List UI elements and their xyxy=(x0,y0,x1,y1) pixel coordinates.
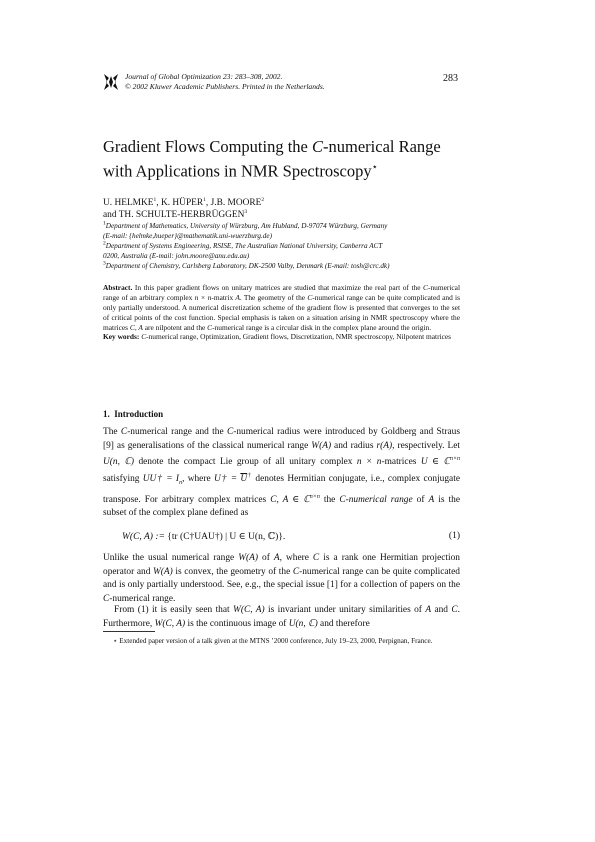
math-var: U(n, ℂ) xyxy=(103,457,135,468)
abstract-text: In this paper gradient flows on unitary matrices are studied that maximize the real part of the xyxy=(132,283,424,292)
math-var: W(A) xyxy=(238,553,258,563)
section-heading xyxy=(103,409,163,419)
affiliation-1-email xyxy=(103,231,463,241)
math-var: C xyxy=(312,553,320,563)
math-var: A xyxy=(428,494,435,505)
math-var: C xyxy=(207,323,213,333)
footnote-mark: ⋆ xyxy=(113,637,118,645)
math-var: W(A) xyxy=(153,566,173,577)
abstract-text: . The geometry of the xyxy=(239,293,308,303)
abstract-text: -numerical range of an arbitrary complex xyxy=(103,283,460,303)
math-var: U† = xyxy=(213,474,241,485)
affiliation-mark: 3 xyxy=(103,260,106,267)
affiliation-text: 0200, Australia (E-mail: john.moore@anu.edu.au) xyxy=(103,252,250,260)
author-name: , J.B. MOORE xyxy=(205,198,262,208)
math-var: $\overline{U}$ xyxy=(240,474,248,485)
body-text: satisfying xyxy=(103,474,143,485)
math-var: A xyxy=(425,605,432,615)
math-var: UU† = I xyxy=(142,474,180,485)
math-var: C, A ∈ ℂ xyxy=(270,494,310,505)
body-paragraph-3 xyxy=(103,604,460,631)
body-text: and radius xyxy=(331,440,377,451)
equation-rhs: {tr (C†UAU†) | U ∈ U(n, ℂ)}. xyxy=(167,532,286,542)
body-text: , respectively. Let xyxy=(392,440,460,451)
math-var: C xyxy=(103,593,110,604)
math-var: A xyxy=(273,553,280,563)
author-name: and TH. SCHULTE-HERBRÜGGEN xyxy=(103,210,245,220)
affiliation-text: Department of Systems Engineering, RSISE, The Australian National University, Canberra ACT xyxy=(105,242,383,250)
math-superscript: † xyxy=(247,472,253,479)
affiliation-1 xyxy=(103,221,463,231)
body-text: is a rank one Hermitian projection operator and xyxy=(103,553,460,577)
section-title: Introduction xyxy=(114,409,164,419)
math-var: n × n xyxy=(356,457,382,468)
body-text: denotes Hermitian conjugate, i.e., complex conjugate transpose. For arbitrary complex matrices xyxy=(103,474,460,505)
body-text: is the subset of the complex plane defined as xyxy=(103,494,460,519)
equation-lhs: W(C, A) := xyxy=(122,532,168,542)
body-text: -numerical range. xyxy=(109,593,176,604)
keywords xyxy=(103,332,460,342)
abstract-label: Abstract. xyxy=(103,283,133,292)
title-text: -numerical Range xyxy=(323,137,441,156)
affiliation-mark: 2 xyxy=(103,240,106,247)
abstract xyxy=(103,283,460,333)
math-var: W(C, A) xyxy=(154,618,186,629)
author-affiliation-mark: 2 xyxy=(261,196,265,203)
affiliation-text: Department of Mathematics, University of Würzburg, Am Hubland, D-97074 Würzburg, Germany xyxy=(105,222,388,230)
body-text: Unlike the usual numerical range xyxy=(103,553,239,563)
body-text: -matrices xyxy=(381,457,421,468)
title-text: Gradient Flows Computing the xyxy=(103,137,312,156)
journal-info xyxy=(125,72,325,92)
author-name: , K. HÜPER xyxy=(156,198,204,208)
math-subscript: n xyxy=(179,479,183,486)
author-affiliation-mark: 1 xyxy=(203,196,206,203)
math-var: C xyxy=(292,566,300,577)
math-var: U ∈ ℂ xyxy=(420,457,450,468)
publisher-logo-icon xyxy=(103,73,119,91)
abstract-text: -matrix xyxy=(211,293,236,303)
abstract-text: -numerical range is a circular disk in the complex plane around the origin. xyxy=(212,323,432,333)
math-var: C xyxy=(423,283,428,292)
math-var: W(A) xyxy=(311,440,332,451)
paper-title xyxy=(103,136,503,182)
body-text: . Furthermore, xyxy=(103,605,460,629)
author-name: U. HELMKE xyxy=(103,198,154,208)
abstract-text: -numerical range can be quite complicated and is only partially understood. A numerical discretization scheme of the gradient flow is presented that converges to the set of critical points of the cost function. Special emphasis is taken on a situation arising in NMR spectroscopy where the matrices xyxy=(103,293,460,333)
math-var: C xyxy=(141,332,147,341)
math-var: W(C, A) xyxy=(233,605,265,615)
body-text: is convex, the geometry of the xyxy=(172,566,293,577)
section-number: 1. xyxy=(103,409,110,419)
body-text: is invariant under unitary similarities of xyxy=(264,605,426,615)
body-paragraph-1 xyxy=(103,426,460,521)
math-var: C xyxy=(226,427,234,437)
abstract-text: are nilpotent and the xyxy=(142,323,208,333)
keywords-text: -numerical range, Optimization, Gradient flows, Discretization, NMR spectroscopy, Nilpotent matrices xyxy=(146,332,452,341)
affiliation-2-email xyxy=(103,251,463,261)
defined-term: C-numerical range xyxy=(339,494,413,505)
body-text: and therefore xyxy=(317,618,370,629)
math-var: A xyxy=(235,293,240,303)
body-text: of xyxy=(258,553,274,563)
journal-line: Journal of Global Optimization 23: 283–308, 2002. xyxy=(125,72,283,81)
equation-1 xyxy=(122,531,460,542)
math-var: C xyxy=(307,293,313,303)
math-var: U(n, ℂ) xyxy=(288,618,318,629)
body-text: , where xyxy=(279,553,313,563)
publisher-line: © 2002 Kluwer Academic Publishers. Printed in the Netherlands. xyxy=(125,82,325,91)
affiliation-mark: 1 xyxy=(103,220,106,227)
body-text: denote the compact Lie group of all unitary complex xyxy=(134,457,357,468)
math-superscript: n×n xyxy=(309,493,320,500)
author-affiliation-mark: 3 xyxy=(244,208,248,215)
body-text: of xyxy=(412,494,429,505)
affiliation-3 xyxy=(103,261,463,271)
body-text: and xyxy=(431,605,452,615)
affiliation-text: (E-mail: {helmke,hueper}@mathematik.uni-wuerzburg.de) xyxy=(103,232,272,240)
title-text: with Applications in NMR Spectroscopy xyxy=(103,161,372,181)
author-affiliation-mark: 1 xyxy=(153,196,157,203)
body-text: is the continuous image of xyxy=(185,618,289,629)
author-list xyxy=(103,197,264,221)
body-text: , where xyxy=(182,474,214,485)
title-footnote-mark: ⋆ xyxy=(371,162,378,173)
page-number: 283 xyxy=(443,73,458,84)
body-paragraph-2 xyxy=(103,552,460,606)
body-text: the xyxy=(319,494,340,505)
affiliation-2 xyxy=(103,241,463,251)
keywords-label: Key words: xyxy=(103,332,140,341)
math-var: r(A) xyxy=(376,440,393,451)
body-text: -numerical range and the xyxy=(127,427,227,437)
equation-number: (1) xyxy=(448,531,460,541)
footnote-divider xyxy=(103,631,155,632)
body-text: The xyxy=(103,427,121,437)
math-var: C xyxy=(120,427,128,437)
math-var: n × n xyxy=(194,293,212,303)
math-var: C, A xyxy=(129,323,143,333)
title-variable: C xyxy=(312,137,324,156)
footnote-text: Extended paper version of a talk given at the MTNS ’2000 conference, July 19–23, 2000, Perpignan, France. xyxy=(117,637,433,645)
affiliations xyxy=(103,221,463,271)
body-text: -numerical range can be quite complicated and is only partially understood. See, e.g., the special issue [1] for a collection of papers on the xyxy=(103,566,460,591)
body-text: From (1) it is easily seen that xyxy=(114,605,234,615)
math-superscript: n×n xyxy=(449,456,460,463)
affiliation-text: Department of Chemistry, Carlsberg Laboratory, DK-2500 Valby, Denmark (E-mail: tosh@crc.dk) xyxy=(105,262,390,270)
body-text: -numerical radius were introduced by Goldberg and Straus [9] as generalisations of the classical numerical range xyxy=(103,427,460,451)
footnote xyxy=(103,636,460,646)
math-var: C xyxy=(451,605,458,615)
